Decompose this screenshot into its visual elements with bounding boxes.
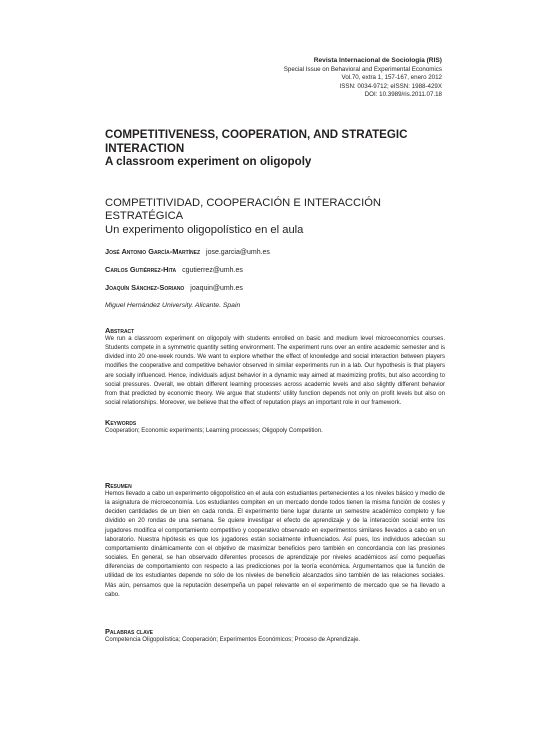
abstract-text: We run a classroom experiment on oligopoly with students enrolled on basic and medium level microeconomics courses. Students compete in a symmetric quantity setting environment. The experiment runs over an entire academic semester and is divided into 20 one-week rounds. We want to explore whether the effect of knowledge and social interaction between players modifies the cooperative and competitive behavior observed in similar experiments run in a lab. Our hypothesis is that players are socially influenced. Hence, individuals adjust behavior in a dynamic way aimed at maximizing profits, but also according to social pressures. Overall, we obtain different learning processes across academic levels and also slightly different behavior from that predicted by economic theory. We argue that students' utility function depends not only on profit levels but also on social relationships. Moreover, we believe that the effect of reputation plays an important role in our framework. xyxy=(105,336,445,407)
english-subtitle: A classroom experiment on oligopoly xyxy=(105,155,312,168)
resumen-heading: Resumen xyxy=(105,481,132,490)
keywords-heading: Keywords xyxy=(105,418,137,427)
affiliation: Miguel Hernández University. Alicante. Spain xyxy=(105,302,241,309)
author-entry xyxy=(105,265,445,283)
author-email[interactable]: cgutierrez@umh.es xyxy=(182,267,243,274)
author-list xyxy=(105,247,445,309)
resumen-section xyxy=(105,481,445,600)
english-title: COMPETITIVENESS, COOPERATION, AND STRATEGIC INTERACTION xyxy=(105,128,408,155)
author-name: Carlos Gutiérrez-Hita xyxy=(105,265,177,274)
palabras-clave-section xyxy=(105,627,445,645)
abstract-section xyxy=(105,326,445,408)
spanish-subtitle: Un experimento oligopolístico en el aula xyxy=(105,223,304,236)
author-email[interactable]: jose.garcia@umh.es xyxy=(206,249,270,256)
doi: DOI: 10.3989/ris.2011.07.18 xyxy=(364,91,442,99)
palabras-clave-text: Competencia Oligopolística; Cooperación; Experimentos Económicos; Proceso de Aprendizaje. xyxy=(105,637,361,643)
author-email[interactable]: joaquin@umh.es xyxy=(190,285,243,292)
title-block xyxy=(105,128,445,237)
volume-info: Vol.70, extra 1, 157-167, enero 2012 xyxy=(341,74,442,82)
special-issue: Special Issue on Behavioral and Experimental Economics xyxy=(283,65,442,73)
palabras-clave-heading: Palabras clave xyxy=(105,627,154,636)
keywords-section xyxy=(105,418,445,436)
spanish-title: COMPETITIVIDAD, COOPERACIÓN E INTERACCIÓN ESTRATÉGICA xyxy=(105,196,381,222)
author-entry xyxy=(105,283,445,301)
author-entry xyxy=(105,247,445,265)
author-name: Joaquín Sánchez-Soriano xyxy=(105,283,185,292)
keywords-text: Cooperation; Economic experiments; Learning processes; Oligopoly Competition. xyxy=(105,428,323,434)
resumen-text: Hemos llevado a cabo un experimento oligopolístico en el aula con estudiantes pertenecientes a los niveles básico y medio de la asignatura de microeconomía. Los estudiantes compiten en un mercado donde todos tienen la misma función de costes y deciden cantidades de un bien en cada ronda. El experimento tiene lugar durante un semestre académico completo y fue dividido en 20 rondas de una semana. Se quiere investigar el efecto de aprendizaje y de la interacción social entre los jugadores modifica el comportamiento competitivo y cooperativo observado en experimentos similares llevados a cabo en un laboratorio. Nuestra hipótesis es que los jugadores están socialmente influenciados. Así pues, los individuos adecúan su comportamiento dinámicamente con el objetivo de maximizar beneficios pero también en concordancia con las presiones sociales. En general, se han observado diferentes procesos de aprendizaje por niveles académicos así como pequeñas diferencias de comportamiento con respecto a las predicciones por la teoría económica. Argumentamos que la función de utilidad de los estudiantes depende no sólo de los niveles de beneficio alcanzados sino también de las relaciones sociales. Más aún, pensamos que la reputación desempeña un papel relevante en el experimento de mercado que se ha llevado a cabo. xyxy=(105,491,445,598)
journal-name: Revista Internacional de Sociología (RIS) xyxy=(313,57,442,64)
issn: ISSN: 0034-9712; eISSN: 1988-429X xyxy=(339,82,442,90)
abstract-heading: Abstract xyxy=(105,326,135,335)
author-name: José Antonio García-Martínez xyxy=(105,247,201,256)
journal-header xyxy=(284,57,442,100)
